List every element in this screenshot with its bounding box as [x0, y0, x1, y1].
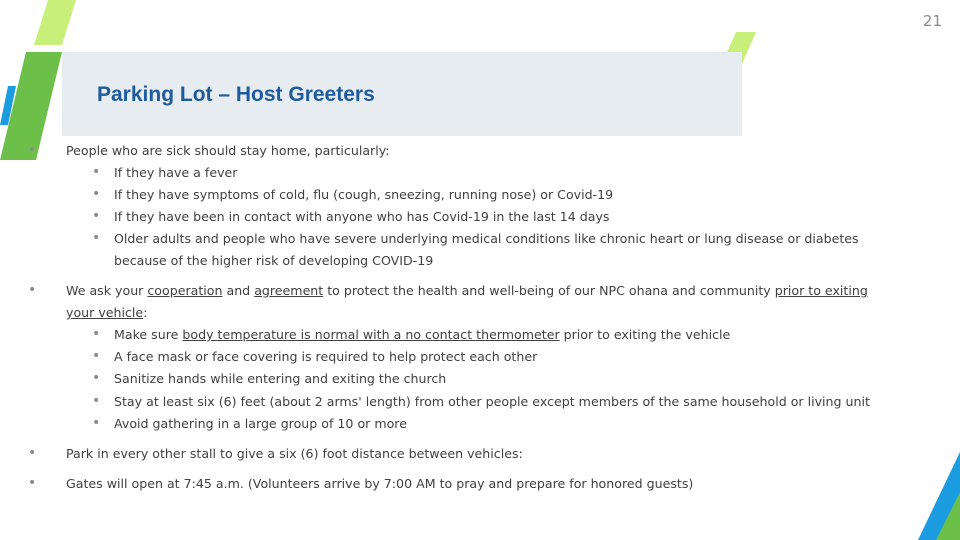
- text-span: prior to exiting the vehicle: [559, 327, 731, 342]
- underlined-prior-to-exiting: prior to exiting: [774, 283, 868, 298]
- list-item: If they have a fever: [114, 165, 238, 180]
- bullet-dot: •: [92, 186, 101, 202]
- text-span: We ask your: [66, 283, 148, 298]
- underlined-agreement: agreement: [254, 283, 324, 298]
- bullet-dot: •: [92, 415, 101, 431]
- underlined-your-vehicle: your vehicle: [66, 305, 144, 320]
- section-2-text-line-2: [66, 305, 147, 321]
- section-1-text: People who are sick should stay home, particularly:: [66, 143, 390, 158]
- bullet-dot: •: [92, 370, 101, 386]
- bullet-dot: •: [92, 230, 101, 246]
- text-span: and: [222, 283, 255, 298]
- underlined-temperature: body temperature is normal with a no contact thermometer: [182, 327, 560, 342]
- list-item: Stay at least six (6) feet (about 2 arms' length) from other people except members of the same household or living unit: [114, 394, 870, 409]
- list-item-continuation: because of the higher risk of developing COVID-19: [114, 253, 434, 268]
- page-number: 21: [922, 12, 942, 30]
- list-item: Older adults and people who have severe underlying medical conditions like chronic heart or lung disease or diabetes: [114, 231, 859, 246]
- underlined-cooperation: cooperation: [147, 283, 223, 298]
- list-item: If they have symptoms of cold, flu (cough, sneezing, running nose) or Covid-19: [114, 187, 614, 202]
- text-span: to protect the health and well-being of our NPC ohana and community: [323, 283, 775, 298]
- list-item: [114, 327, 730, 343]
- slide-title: Parking Lot – Host Greeters: [97, 83, 375, 106]
- bullet-dot: •: [92, 326, 101, 342]
- bullet-dot: •: [28, 282, 37, 298]
- bullet-dot: •: [92, 393, 101, 409]
- bullet-dot: •: [92, 348, 101, 364]
- bullet-dot: •: [92, 164, 101, 180]
- bullet-dot: •: [92, 208, 101, 224]
- list-item: Sanitize hands while entering and exiting the church: [114, 371, 447, 386]
- text-span: :: [143, 305, 148, 320]
- bullet-dot: •: [28, 445, 37, 461]
- section-4-text: Gates will open at 7:45 a.m. (Volunteers arrive by 7:00 AM to pray and prepare for honored guests): [66, 476, 694, 491]
- section-2-text: [66, 283, 868, 299]
- list-item: Avoid gathering in a large group of 10 or more: [114, 416, 407, 431]
- bullet-dot: •: [28, 142, 37, 158]
- bullet-dot: •: [28, 475, 37, 491]
- section-3-text: Park in every other stall to give a six (6) foot distance between vehicles:: [66, 446, 523, 461]
- text-span: Make sure: [114, 327, 183, 342]
- list-item: If they have been in contact with anyone who has Covid-19 in the last 14 days: [114, 209, 610, 224]
- list-item: A face mask or face covering is required to help protect each other: [114, 349, 538, 364]
